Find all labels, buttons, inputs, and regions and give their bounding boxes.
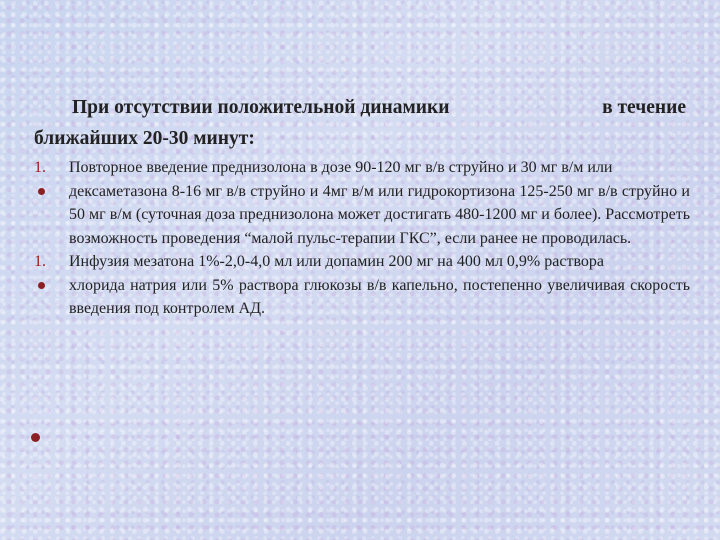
list-item-text: Повторное введение преднизолона в дозе 90-120 мг в/в струйно и 30 мг в/м или <box>69 159 613 176</box>
list-item-4 <box>30 274 690 321</box>
list-item-2 <box>30 180 690 251</box>
bullet-icon <box>38 188 45 195</box>
empty-bullet-icon <box>31 433 40 442</box>
content-list <box>30 156 690 321</box>
list-item-text: Инфузия мезатона 1%-2,0-4,0 мл или допамин 200 мг на 400 мл 0,9% раствора <box>69 253 604 270</box>
list-number-marker: 1. <box>34 159 46 176</box>
list-item-3 <box>30 250 690 274</box>
list-item-1 <box>30 156 690 180</box>
list-item-text: дексаметазона 8-16 мг в/в струйно и 4мг в/м или гидрокортизона 125-250 мг в/в струйно и 50 мг в/м (суточная доза преднизолона может достигать 480-1200 мг и более). Рассмотреть возможность проведения “малой пульс-терапии ГКС”, если ранее не проводилась. <box>69 182 690 247</box>
bullet-icon <box>38 282 45 289</box>
list-item-text: хлорида натрия или 5% раствора глюкозы в/в капельно, постепенно увеличивая скорость введения под контролем АД. <box>69 276 690 317</box>
heading-line-2: ближайших 20-30 минут: <box>34 128 255 149</box>
slide-heading <box>34 92 686 154</box>
heading-line-1-part-1: При отсутствии положительной динамики <box>72 97 450 118</box>
list-number-marker: 1. <box>34 253 46 270</box>
heading-line-1 <box>34 92 686 123</box>
heading-line-1-part-2: в течение <box>602 97 686 118</box>
